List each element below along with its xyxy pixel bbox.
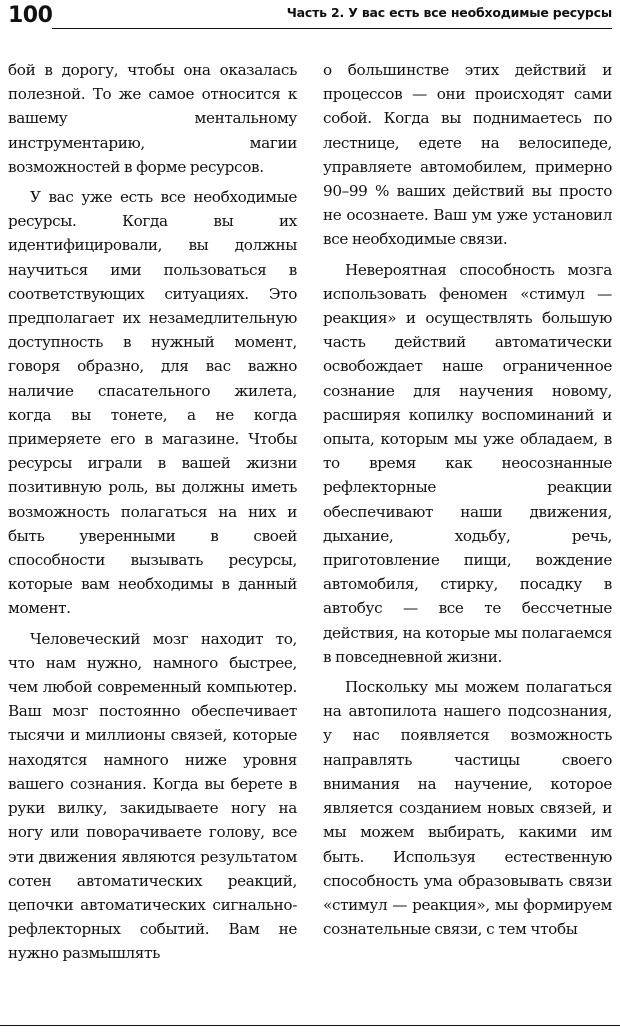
text-columns — [8, 58, 612, 988]
paragraph: Поскольку мы можем полагаться на автопилота нашего подсознания, у нас появляется возможность направлять частицы своего внимания на научение, которое является созданием новых связей, и мы можем выбирать, какими им быть. Используя естественную способность ума образовывать связи «стимул — реакция», мы формируем сознательные связи, с тем чтобы — [323, 678, 612, 939]
left-column — [8, 58, 297, 988]
page-header — [8, 2, 612, 34]
footer-rule — [0, 1025, 620, 1026]
paragraph: У вас уже есть все необходимые ресурсы. Когда вы их идентифицировали, вы должны научиться ими пользоваться в соответствующих ситуациях. Это предполагает их незамедлительную доступность в нужный момент, говоря образно, для вас важно наличие спасательного жилета, когда вы тонете, а не когда примеряете его в магазине. Чтобы ресурсы играли в вашей жизни позитивную роль, вы должны иметь возможность полагаться на них и быть уверенными в своей способности вызывать ресурсы, которые вам необходимы в данный момент. — [8, 188, 297, 618]
page-number: 100 — [8, 3, 53, 28]
header-rule — [52, 28, 612, 29]
running-head: Часть 2. У вас есть все необходимые ресурсы — [286, 5, 612, 20]
paragraph: бой в дорогу, чтобы она оказалась полезной. То же самое относится к вашему ментальному инструментарию, магии возможностей в форме ресурсов. — [8, 61, 297, 176]
paragraph: Человеческий мозг находит то, что нам нужно, намного быстрее, чем любой современный компьютер. Ваш мозг постоянно обеспечивает тысячи и миллионы связей, которые находятся намного ниже уровня вашего сознания. Когда вы берете в руки вилку, закидываете ногу на ногу или поворачиваете голову, все эти движения являются результатом сотен автоматических реакций, цепочки автоматических сигнально-рефлекторных событий. Вам не нужно размышлять — [8, 629, 297, 963]
right-column — [323, 58, 612, 988]
paragraph: о большинстве этих действий и процессов — они происходят сами собой. Когда вы поднимаетесь по лестнице, едете на велосипеде, управляете автомобилем, примерно 90–99 % ваших действий вы просто не осознаете. Ваш ум уже установил все необходимые связи. — [323, 61, 612, 249]
paragraph: Невероятная способность мозга использовать феномен «стимул — реакция» и осуществлять большую часть действий автоматически освобождает наше ограниченное сознание для научения новому, расширяя копилку воспоминаний и опыта, которым мы уже обладаем, в то время как неосознанные рефлекторные реакции обеспечивают наши движения, дыхание, ходьбу, речь, приготовление пищи, вождение автомобиля, стирку, посадку в автобус — все те бессчетные действия, на которые мы полагаемся в повседневной жизни. — [323, 260, 612, 666]
